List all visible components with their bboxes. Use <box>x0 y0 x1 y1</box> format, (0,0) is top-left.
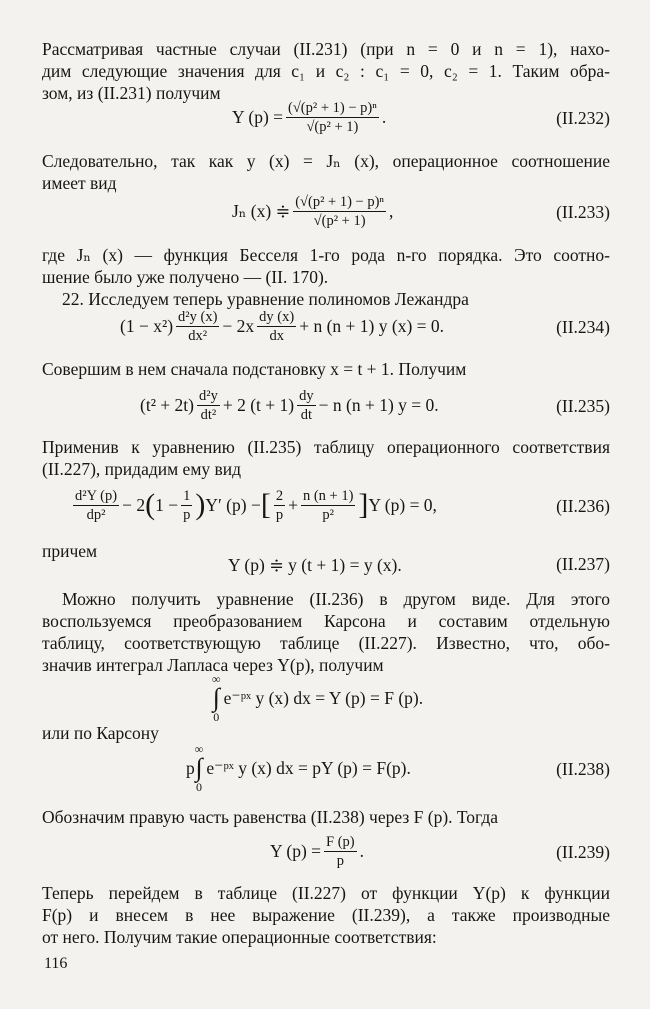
integral-sign <box>195 743 204 793</box>
equation-laplace-integral <box>212 672 423 724</box>
numerator: d²y <box>199 387 218 404</box>
equation-number: (II.232) <box>556 108 610 128</box>
eq-lhs: Y (p) = <box>270 840 322 861</box>
lower-limit: 0 <box>213 710 220 724</box>
text-line: (II.227), придадим ему вид <box>42 459 242 479</box>
left-paren: ( <box>145 488 156 521</box>
eq-term: + n (n + 1) y (x) = 0. <box>299 315 445 336</box>
equation-number: (II.238) <box>556 759 610 779</box>
text-line: шение было уже получено — (II. 170). <box>42 267 329 287</box>
text-line: где Jₙ (x) — функция Бесселя 1-го рода n-го порядка. Это соотно- <box>42 245 610 265</box>
eq-term: e⁻ᵖˣ y (x) dx = Y (p) = F (p). <box>223 687 424 708</box>
denominator: √(p² + 1) <box>306 118 359 135</box>
text-line: воспользуемся преобразованием Карсона и составим отдельную <box>42 611 610 631</box>
eq-term: + 2 (t + 1) <box>222 394 295 415</box>
denominator: p <box>275 506 284 523</box>
text-line: Совершим в нем сначала подстановку x = t + 1. Получим <box>42 359 467 379</box>
text-line: дим следующие значения для c₁ и c₂ : c₁ = 0, c₂ = 1. Таким обра- <box>42 61 610 81</box>
text-line: Следовательно, так как y (x) = Jₙ (x), операционное соотношение <box>42 151 610 171</box>
eq-term: (t² + 2t) <box>140 394 194 415</box>
eq-lhs: Y (p) = <box>232 106 284 127</box>
equation-number: (II.233) <box>556 202 610 222</box>
lower-limit: 0 <box>196 780 203 794</box>
numerator: (√(p² + 1) − p)ⁿ <box>295 193 384 210</box>
equation-number: (II.239) <box>556 842 610 862</box>
denominator: √(p² + 1) <box>313 212 366 229</box>
equation-number: (II.237) <box>556 554 610 574</box>
fraction <box>324 834 357 869</box>
eq-term: Y′ (p) − <box>205 494 261 515</box>
integral-icon: ∫ <box>212 683 220 712</box>
equation-number: (II.234) <box>556 317 610 337</box>
fraction <box>197 388 220 423</box>
equation-number: (II.235) <box>556 396 610 416</box>
text-line: или по Карсону <box>42 723 159 743</box>
fraction <box>297 388 316 423</box>
eq-term: e⁻ᵖˣ y (x) dx = pY (p) = F(p). <box>206 757 411 778</box>
fraction <box>257 309 296 344</box>
eq-term: Y (p) ≑ y (t + 1) = y (x). <box>228 554 402 575</box>
equation-ii-239 <box>270 833 364 869</box>
eq-tail: . <box>381 106 387 127</box>
equation-ii-238 <box>186 742 411 794</box>
eq-lhs: Jₙ (x) ≑ <box>232 200 291 221</box>
equation-ii-233 <box>232 193 394 229</box>
fraction <box>301 488 355 523</box>
fraction <box>181 488 192 523</box>
eq-term: (1 − x²) <box>120 315 174 336</box>
equation-ii-232 <box>232 99 387 135</box>
text-line: значив интеграл Лапласа через Y(p), получим <box>42 655 384 675</box>
denominator: dx <box>269 327 284 344</box>
integral-sign <box>212 673 221 723</box>
numerator: dy (x) <box>259 308 295 325</box>
page-number: 116 <box>44 955 68 972</box>
numerator: 1 <box>183 487 191 504</box>
fraction <box>293 194 386 229</box>
numerator: dy <box>299 387 314 404</box>
text-line: таблицу, соответствующую таблице (II.227). Известно, что, обо- <box>42 633 610 653</box>
fraction <box>176 309 219 344</box>
numerator: d²y (x) <box>178 308 218 325</box>
equation-ii-235 <box>140 387 439 423</box>
text-line: F(p) и внесем в нее выражение (II.239), а также производные <box>42 905 610 925</box>
upper-limit: ∞ <box>212 672 221 686</box>
left-bracket: [ <box>260 488 271 521</box>
fraction <box>73 488 119 523</box>
text-line: Теперь перейдем в таблице (II.227) от функции Y(p) к функции <box>42 883 610 903</box>
text-line: причем <box>42 541 98 561</box>
denominator: dt² <box>200 406 217 423</box>
numerator: 2 <box>275 487 284 504</box>
fraction <box>274 488 285 523</box>
eq-term: 1 − <box>155 494 179 515</box>
integral-icon: ∫ <box>195 753 203 782</box>
eq-term: Y (p) = 0, <box>368 494 437 515</box>
eq-term: − 2x <box>222 315 255 336</box>
text-line: зом, из (II.231) получим <box>42 83 221 103</box>
eq-term: p <box>186 757 195 778</box>
numerator: (√(p² + 1) − p)ⁿ <box>288 99 377 116</box>
text-line: 22. Исследуем теперь уравнение полиномов Лежандра <box>62 289 469 309</box>
equation-ii-234 <box>120 308 445 344</box>
right-bracket: ] <box>358 488 369 521</box>
text-line: имеет вид <box>42 173 117 193</box>
right-paren: ) <box>195 488 206 521</box>
denominator: p <box>336 852 344 869</box>
fraction <box>286 100 379 135</box>
denominator: p <box>183 506 191 523</box>
eq-term: − 2 <box>122 494 146 515</box>
upper-limit: ∞ <box>194 742 204 756</box>
denominator: dp² <box>86 506 106 523</box>
equation-ii-237 <box>228 550 402 580</box>
text-line: Рассматривая частные случаи (II.231) (при n = 0 и n = 1), нахо- <box>42 39 610 59</box>
eq-term: − n (n + 1) y = 0. <box>318 394 439 415</box>
eq-tail: , <box>389 200 394 221</box>
denominator: dx² <box>188 327 208 344</box>
text-line: Применив к уравнению (II.235) таблицу операционного соответствия <box>42 437 610 457</box>
denominator: p² <box>322 506 334 523</box>
text-line: Обозначим правую часть равенства (II.238) через F (p). Тогда <box>42 807 498 827</box>
numerator: d²Y (p) <box>75 487 118 504</box>
text-line: от него. Получим такие операционные соответствия: <box>42 927 437 947</box>
numerator: F (p) <box>326 833 355 850</box>
text-line: Можно получить уравнение (II.236) в другом виде. Для этого <box>62 589 610 609</box>
eq-term: + <box>288 494 298 515</box>
numerator: n (n + 1) <box>302 487 354 504</box>
eq-tail: . <box>359 840 364 861</box>
equation-number: (II.236) <box>556 496 610 516</box>
equation-ii-236 <box>70 487 437 523</box>
denominator: dt <box>300 406 313 423</box>
